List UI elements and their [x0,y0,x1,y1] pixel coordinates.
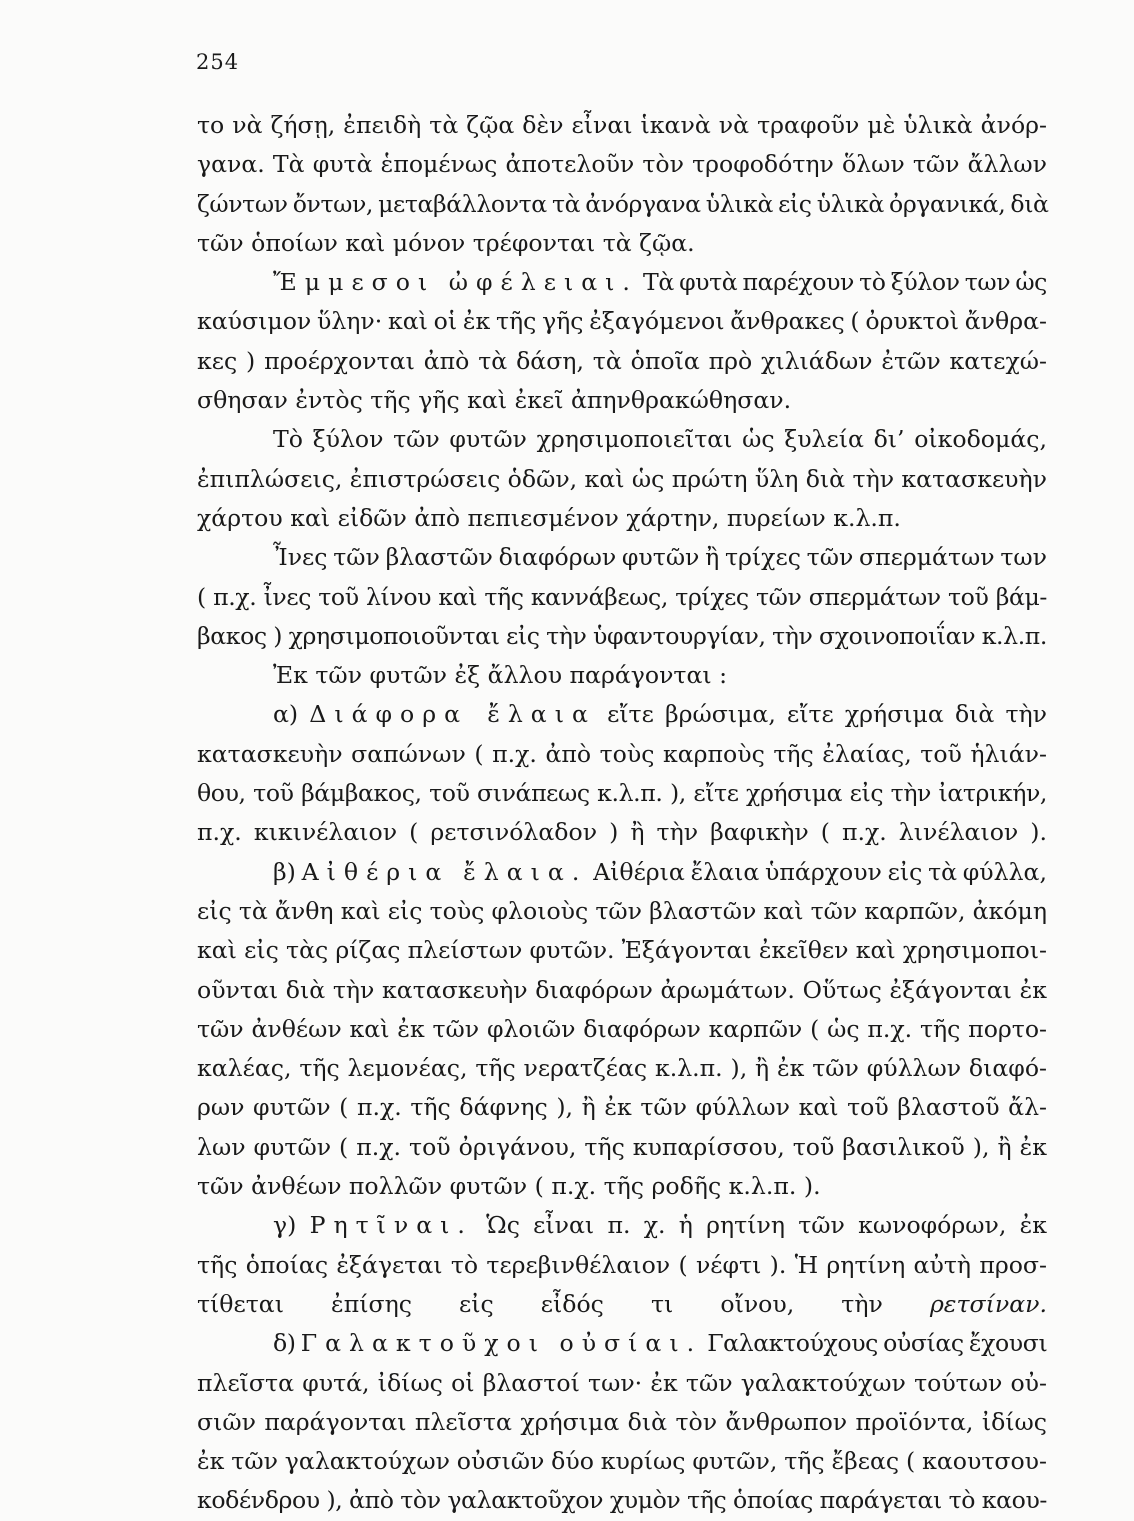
text-line: τῶν ἀνθέων καὶ ἐκ τῶν φλοιῶν διαφόρων καρπῶν ( ὡς π.χ. τῆς πορτο- [197,1014,1047,1043]
text-line: τῶν ἀνθέων πολλῶν φυτῶν ( π.χ. τῆς ροδῆς κ.λ.π. ). [197,1172,821,1201]
text-line: καύσιμον ὕλην· καὶ οἱ ἐκ τῆς γῆς ἐξαγόμενοι ἄνθρακες ( ὀρυκτοὶ ἄνθρα- [197,307,1047,336]
text-line: Ἔμμεσοι ὠφέλειαι. Τὰ φυτὰ παρέχουν τὸ ξύλον των ὡς [273,268,1047,297]
text-line: πλεῖστα φυτά, ἰδίως οἱ βλαστοί των· ἐκ τῶν γαλακτούχων τούτων οὐ- [197,1368,1047,1397]
text-line: σιῶν παράγονται πλεῖστα χρήσιμα διὰ τὸν ἄνθρωπον προϊόντα, ἰδίως [197,1407,1047,1436]
page-number: 254 [196,50,240,74]
section-heading: Ρητῖναι. [309,1211,473,1240]
text-line: χάρτου καὶ εἰδῶν ἀπὸ πεπιεσμένον χάρτην, πυρείων κ.λ.π. [197,503,901,532]
text-block [197,106,1047,1521]
italic-term: ρετσίναν. [929,1289,1047,1318]
text-line: τῆς ὁποίας ἐξάγεται τὸ τερεβινθέλαιον ( νέφτι ). Ἡ ρητίνη αὐτὴ προσ- [197,1250,1047,1279]
section-heading: Αἰθέρια ἔλαια. [301,857,588,886]
text-line: κοδένδρου ), ἀπὸ τὸν γαλακτοῦχον χυμὸν τῆς ὁποίας παράγεται τὸ καου- [197,1486,1047,1515]
text-line: α) Διάφορα ἔλαια εἴτε βρώσιμα, εἴτε χρήσιμα διὰ τὴν [273,700,1048,729]
text-line: ( π.χ. ἶνες τοῦ λίνου καὶ τῆς καννάβεως, τρίχες τῶν σπερμάτων τοῦ βάμ- [197,582,1047,611]
text-line: Τὸ ξύλον τῶν φυτῶν χρησιμοποιεῖται ὡς ξυλεία δι’ οἰκοδομάς, [273,425,1047,454]
section-heading: Ἔμμεσοι ὠφέλειαι. [273,268,638,297]
text-line: τίθεται ἐπίσης εἰς εἶδός τι οἴνου, τὴν ρετσίναν. [197,1289,1047,1318]
text-line: ἐκ τῶν γαλακτούχων οὐσιῶν δύο κυρίως φυτῶν, τῆς ἔβεας ( καουτσου- [197,1447,1047,1476]
text-line: β) Αἰθέρια ἔλαια. Αἰθέρια ἔλαια ὑπάρχουν εἰς τὰ φύλλα, [273,857,1047,886]
section-heading: Διάφορα ἔλαια [309,700,596,729]
text-line: γ) Ρητῖναι. Ὡς εἶναι π. χ. ἡ ρητίνη τῶν κωνοφόρων, ἐκ [273,1211,1047,1240]
text-line: ζώντων ὄντων, μεταβάλλοντα τὰ ἀνόργανα ὑλικὰ εἰς ὑλικὰ ὀργανικά, διὰ [197,189,1049,218]
text-line: καλέας, τῆς λεμονέας, τῆς νερατζέας κ.λ.π. ), ἢ ἐκ τῶν φύλλων διαφό- [197,1054,1047,1083]
text-line: τῶν ὁποίων καὶ μόνον τρέφονται τὰ ζῷα. [197,228,695,257]
text-line: λων φυτῶν ( π.χ. τοῦ ὀριγάνου, τῆς κυπαρίσσου, τοῦ βασιλικοῦ ), ἢ ἐκ [197,1132,1047,1161]
section-heading: Γαλακτοῦχοι οὐσίαι. [300,1329,703,1358]
text-line: π.χ. κικινέλαιον ( ρετσινόλαδον ) ἢ τὴν βαφικὴν ( π.χ. λινέλαιον ). [197,818,1047,847]
text-line: Ἶνες τῶν βλαστῶν διαφόρων φυτῶν ἢ τρίχες τῶν σπερμάτων των [273,543,1047,572]
text-line: σθησαν ἐντὸς τῆς γῆς καὶ ἐκεῖ ἀπηνθρακώθησαν. [197,386,792,415]
text-line: Ἐκ τῶν φυτῶν ἐξ ἄλλου παράγονται : [273,661,728,690]
text-line: θου, τοῦ βάμβακος, τοῦ σινάπεως κ.λ.π. ), εἴτε χρήσιμα εἰς τὴν ἰατρικήν, [197,779,1047,808]
text-line: βακος ) χρησιμοποιοῦνται εἰς τὴν ὑφαντουργίαν, τὴν σχοινοποιΐαν κ.λ.π. [197,621,1047,650]
text-line: κες ) προέρχονται ἀπὸ τὰ δάση, τὰ ὁποῖα πρὸ χιλιάδων ἐτῶν κατεχώ- [197,346,1047,375]
text-line: οῦνται διὰ τὴν κατασκευὴν διαφόρων ἀρωμάτων. Οὕτως ἐξάγονται ἐκ [197,975,1047,1004]
text-line: εἰς τὰ ἄνθη καὶ εἰς τοὺς φλοιοὺς τῶν βλαστῶν καὶ τῶν καρπῶν, ἀκόμη [197,896,1047,925]
text-line: καὶ εἰς τὰς ρίζας πλείστων φυτῶν. Ἐξάγονται ἐκεῖθεν καὶ χρησιμοποι- [197,936,1047,965]
text-line: κατασκευὴν σαπώνων ( π.χ. ἀπὸ τοὺς καρποὺς τῆς ἐλαίας, τοῦ ἡλιάν- [197,739,1047,768]
text-line: δ) Γαλακτοῦχοι οὐσίαι. Γαλακτούχους οὐσίας ἔχουσι [273,1329,1048,1358]
text-line: ἐπιπλώσεις, ἐπιστρώσεις ὁδῶν, καὶ ὡς πρώτη ὕλη διὰ τὴν κατασκευὴν [197,464,1047,493]
text-line: το νὰ ζήσῃ, ἐπειδὴ τὰ ζῷα δὲν εἶναι ἱκανὰ νὰ τραφοῦν μὲ ὑλικὰ ἀνόρ- [197,111,1047,139]
text-line: γανα. Τὰ φυτὰ ἑπομένως ἀποτελοῦν τὸν τροφοδότην ὅλων τῶν ἄλλων [197,150,1047,179]
text-line: ρων φυτῶν ( π.χ. τῆς δάφνης ), ἢ ἐκ τῶν φύλλων καὶ τοῦ βλαστοῦ ἄλ- [197,1093,1047,1122]
